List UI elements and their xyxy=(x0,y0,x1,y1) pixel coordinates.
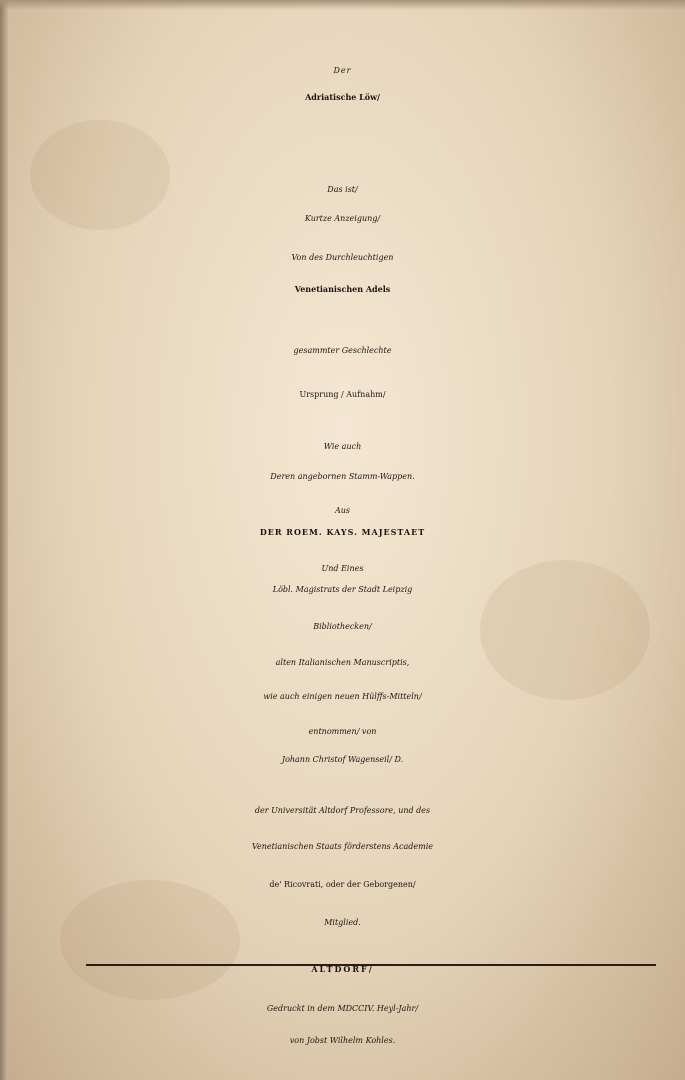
imprint-year: Gedruckt in dem MDCCIV. Heyl-Jahr/ xyxy=(266,1004,419,1013)
paper-stain xyxy=(60,880,240,1000)
text-alten-manuscriptis: alten Italianischen Manuscriptis, xyxy=(275,658,410,667)
text-aus: Aus xyxy=(334,506,351,515)
text-und-eines: Und Eines xyxy=(321,564,364,573)
subtitle-wie-auch: Wie auch xyxy=(323,442,362,451)
subtitle-das-ist: Das ist/ xyxy=(327,185,358,194)
text-hulffs-mitteln: wie auch einigen neuen Hülffs-Mitteln/ xyxy=(263,692,422,701)
subtitle-deren: Deren angebornen Stamm-Wappen. xyxy=(270,472,415,481)
subtitle-ursprung: Ursprung / Aufnahm/ xyxy=(299,390,386,399)
subtitle-von-des: Von des Durchleuchtigen xyxy=(291,253,394,262)
main-title: Adriatische Löw/ xyxy=(305,92,380,102)
page-top-shadow xyxy=(0,0,685,10)
author-mitglied: Mitglied. xyxy=(324,918,361,927)
subtitle-venetianischen: Venetianischen Adels xyxy=(294,284,391,294)
author-affiliation-ricovrati: de' Ricovrati, oder der Geborgenen/ xyxy=(269,880,416,889)
text-roem-majestaet: DER ROEM. KAYS. MAJESTAET xyxy=(259,527,426,537)
text-bibliothecken: Bibliothecken/ xyxy=(313,622,372,631)
title-word-der: Der xyxy=(333,66,352,75)
imprint-place: ALTDORF/ xyxy=(311,964,374,974)
imprint-printer: von Jobst Wilhelm Kohles. xyxy=(289,1036,396,1045)
text-entnommen: entnommen/ von xyxy=(308,727,377,736)
subtitle-gesammter: gesammter Geschlechte xyxy=(293,346,392,355)
author-affiliation-universitat: der Universität Altdorf Professore, und des xyxy=(254,806,431,815)
subtitle-kurtze: Kurtze Anzeigung/ xyxy=(304,214,381,223)
author-name: Johann Christof Wagenseil/ D. xyxy=(281,755,404,764)
author-affiliation-staats: Venetianischen Staats förderstens Academie xyxy=(251,842,434,851)
text-lobl-magistrats: Löbl. Magistrats der Stadt Leipzig xyxy=(272,585,413,594)
